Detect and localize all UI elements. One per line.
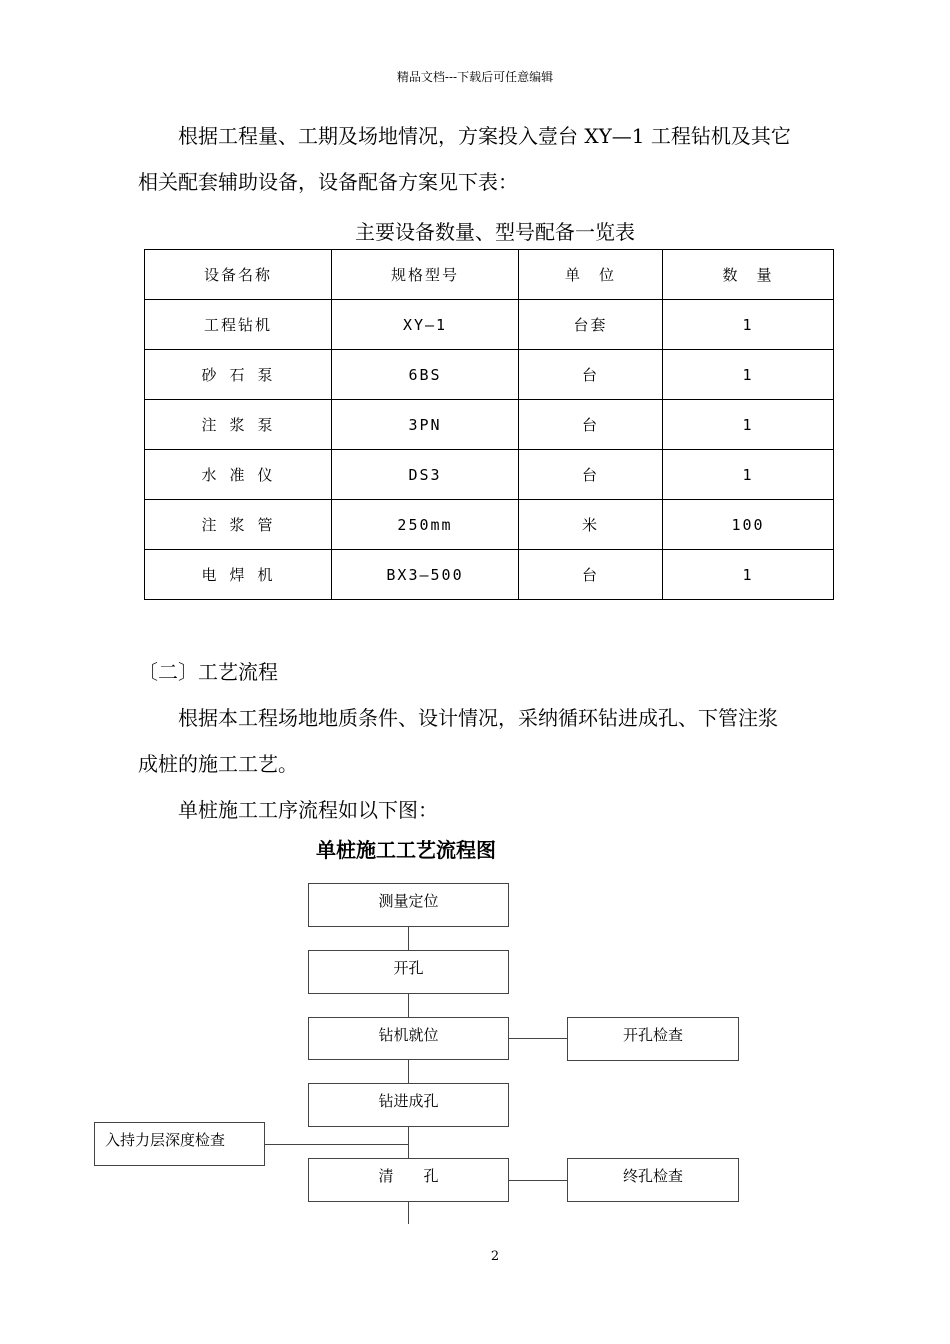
cell-name: 注 浆 管	[145, 500, 332, 550]
cell-unit: 米	[519, 500, 663, 550]
flow-step-hole-cleaning: 清 孔	[308, 1158, 509, 1202]
cell-name: 注 浆 泵	[145, 400, 332, 450]
header-quantity: 数 量	[663, 250, 834, 300]
cell-model: XY—1	[332, 300, 519, 350]
check-bearing-layer-depth: 入持力层深度检查	[94, 1122, 265, 1166]
cell-name: 电 焊 机	[145, 550, 332, 600]
cell-model: BX3—500	[332, 550, 519, 600]
connector	[509, 1038, 567, 1039]
connector	[265, 1144, 408, 1145]
cell-name: 工程钻机	[145, 300, 332, 350]
flow-step-open-hole: 开孔	[308, 950, 509, 994]
equipment-table	[144, 249, 834, 600]
table-caption: 主要设备数量、型号配备一览表	[355, 220, 635, 244]
check-final-hole: 终孔检查	[567, 1158, 739, 1202]
cell-model: DS3	[332, 450, 519, 500]
cell-unit: 台	[519, 550, 663, 600]
intro-line-2: 相关配套辅助设备，设备配备方案见下表：	[138, 170, 518, 194]
cell-unit: 台	[519, 450, 663, 500]
page-header: 精品文档---下载后可任意编辑	[396, 70, 554, 84]
connector	[408, 1202, 409, 1224]
process-line-2: 成桩的施工工艺。	[138, 752, 298, 776]
cell-name: 水 准 仪	[145, 450, 332, 500]
flow-step-rig-positioning: 钻机就位	[308, 1017, 509, 1060]
cell-name: 砂 石 泵	[145, 350, 332, 400]
cell-unit: 台套	[519, 300, 663, 350]
flow-step-drilling: 钻进成孔	[308, 1083, 509, 1127]
connector	[408, 994, 409, 1017]
cell-qty: 1	[663, 400, 834, 450]
header-equipment-name: 设备名称	[145, 250, 332, 300]
flow-intro: 单桩施工工序流程如以下图：	[178, 798, 438, 822]
cell-model: 250mm	[332, 500, 519, 550]
section-heading: 〔二〕工艺流程	[138, 660, 278, 684]
table-row	[145, 550, 834, 600]
connector	[408, 1060, 409, 1083]
check-hole-opening: 开孔检查	[567, 1017, 739, 1061]
connector	[408, 1127, 409, 1158]
cell-model: 3PN	[332, 400, 519, 450]
header-spec-model: 规格型号	[332, 250, 519, 300]
header-unit: 单 位	[519, 250, 663, 300]
cell-qty: 1	[663, 350, 834, 400]
cell-model: 6BS	[332, 350, 519, 400]
connector	[408, 927, 409, 950]
table-row	[145, 500, 834, 550]
table-header-row	[145, 250, 834, 300]
table-row	[145, 300, 834, 350]
cell-unit: 台	[519, 400, 663, 450]
cell-qty: 1	[663, 300, 834, 350]
flowchart-title: 单桩施工工艺流程图	[316, 838, 496, 862]
intro-line-1: 根据工程量、工期及场地情况，方案投入壹台 XY—1 工程钻机及其它	[178, 124, 791, 148]
cell-qty: 1	[663, 550, 834, 600]
cell-qty: 1	[663, 450, 834, 500]
table-row	[145, 350, 834, 400]
table-row	[145, 450, 834, 500]
process-line-1: 根据本工程场地地质条件、设计情况，采纳循环钻进成孔、下管注浆	[178, 706, 778, 730]
page-number: 2	[490, 1249, 500, 1264]
table-row	[145, 400, 834, 450]
cell-qty: 100	[663, 500, 834, 550]
connector	[509, 1180, 567, 1181]
cell-unit: 台	[519, 350, 663, 400]
flow-step-survey-positioning: 测量定位	[308, 883, 509, 927]
